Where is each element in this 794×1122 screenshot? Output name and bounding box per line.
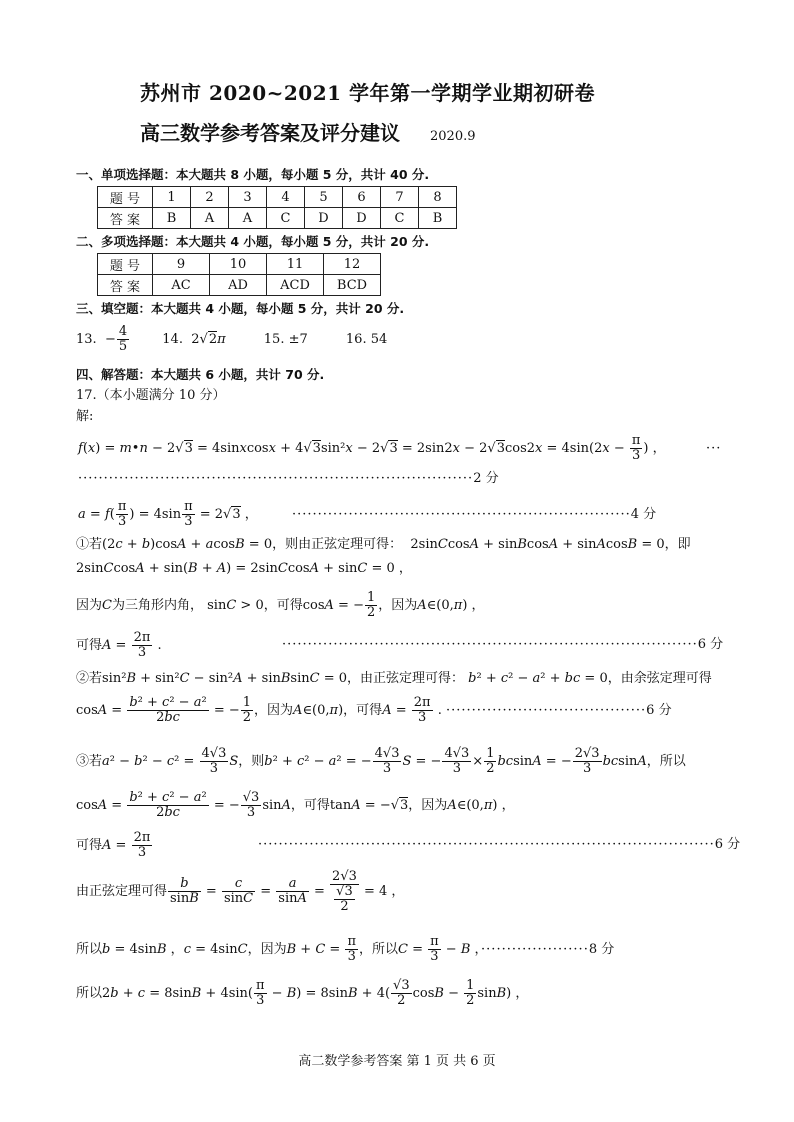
case3-line2: cosA = $\frac{\text{b² + c² − a²}}{2bc}$ = − $\frac{√3}{3}$ sinA，可得tanA = −√3，因为A∈(0,π) ，: [76, 790, 515, 820]
q16-answer: 16. 54: [345, 332, 388, 347]
q17-title: 17.（本小题满分 10 分）: [76, 388, 226, 403]
case1-line1: ①若(2c + b)cosA + acosB = 0，则由正弦定理可得： 2sinCcosA + sinBcosA + sinAcosB = 0，即: [76, 537, 691, 552]
case3-line3: 可得A = $\frac{2\pi}{3}$: [76, 830, 151, 860]
table2-answer: AD: [210, 275, 267, 296]
solve-label: 解:: [76, 409, 94, 424]
section-1-heading: 一、单项选择题：本大题共 8 小题，每小题 5 分，共计 40 分.: [76, 167, 430, 182]
q14-label: 14.: [162, 332, 183, 347]
subtitle-text: 高三数学参考答案及评分建议: [140, 121, 400, 145]
score-line-6a: ·················································································6 分: [282, 637, 724, 652]
fill-answers: 13. − $\frac{4}{5}$ 14. 2√2π 15. ±7 16. 54: [76, 324, 388, 354]
case3-line1: ③若a² − b² − c² = $\frac{4√3}{3}$ S，则b² + c² − a² = − $\frac{4√3}{3}$ S = − $\frac{4√3}{3}$ × $\frac{1}{2}$ bcsinA = − $\frac{2√3}{3}$ bcsinA，所以: [76, 746, 686, 776]
table1-number: 7: [381, 187, 419, 208]
page-footer: 高二数学参考答案 第 1 页 共 6 页: [298, 1054, 496, 1069]
table1-answer: B: [419, 208, 457, 229]
table1-answer-label: 答 案: [98, 208, 153, 229]
table2-answer: ACD: [267, 275, 324, 296]
dots: ···: [706, 441, 722, 456]
table1-number: 1: [153, 187, 191, 208]
table2-number: 11: [267, 254, 324, 275]
table2-number: 12: [324, 254, 381, 275]
table2-header-label: 题 号: [98, 254, 153, 275]
table1-answer: C: [267, 208, 305, 229]
case2-line1: ②若sin²B + sin²C − sin²A + sinBsinC = 0，由正弦定理可得： b² + c² − a² + bc = 0，由余弦定理可得: [76, 671, 712, 686]
sine-rule-line: 由正弦定理可得 $\frac{b}{\sin B}$ = $\frac{c}{\sin C}$ = $\frac{a}{\sin A}$ = $\frac{2√3}{\frac{√3}{2}}$ = 4 ，: [76, 868, 405, 914]
table1-answer: D: [305, 208, 343, 229]
section-4-heading: 四、解答题：本大题共 6 小题，共计 70 分.: [76, 367, 325, 382]
answer-table-1: [97, 186, 457, 229]
table1-number: 2: [191, 187, 229, 208]
answer-table-2: [97, 253, 381, 296]
table1-answer: B: [153, 208, 191, 229]
table2-answer: AC: [153, 275, 210, 296]
table2-answer-label: 答 案: [98, 275, 153, 296]
case1-line3: 因为C为三角形内角， sinC > 0，可得cosA = − $\frac{1}{2}$ ，因为A∈(0,π) ，: [76, 590, 485, 620]
q13-fraction: $\frac{4}{5}$: [118, 324, 128, 354]
score-line-6c: ·························································································6 分: [258, 837, 741, 852]
section-2-heading: 二、多项选择题：本大题共 4 小题，每小题 5 分，共计 20 分.: [76, 234, 430, 249]
table1-number: 6: [343, 187, 381, 208]
q15-answer: 15. ±7: [263, 332, 308, 347]
case1-line4: 可得A = $\frac{2\pi}{3}$ .: [76, 630, 162, 660]
table1-answer: A: [191, 208, 229, 229]
table2-answer: BCD: [324, 275, 381, 296]
q13-label: 13.: [76, 332, 97, 347]
date: 2020.9: [430, 129, 476, 144]
table1-answer: C: [381, 208, 419, 229]
formula-fx: f(x) = m•n − 2√3 = 4sinxcosx + 4√3sin²x − 2√3 = 2sin2x − 2√3cos2x = 4sin(2x − $\frac{\pi}{3}$ ) ，: [78, 433, 666, 463]
table1-number: 8: [419, 187, 457, 208]
case1-line2: 2sinCcosA + sin(B + A) = 2sinCcosA + sinC = 0 ，: [76, 561, 412, 576]
table1-header-label: 题 号: [98, 187, 153, 208]
table1-number: 5: [305, 187, 343, 208]
table2-number: 10: [210, 254, 267, 275]
page-title: 苏州市 2020~2021 学年第一学期学业期初研卷: [140, 81, 596, 105]
table1-number: 4: [267, 187, 305, 208]
score-line-2: ·············································································2 分: [78, 471, 499, 486]
page-subtitle: [140, 121, 476, 146]
table1-answer: D: [343, 208, 381, 229]
case2-line2: cosA = $\frac{\text{b² + c² − a²}}{2bc}$ = − $\frac{1}{2}$ ，因为A∈(0,π)，可得A = $\frac{2\pi}{3}$ .: [76, 695, 442, 725]
formula-a: a = f( $\frac{\pi}{3}$ ) = 4sin $\frac{\pi}{3}$ = 2√3 ，: [78, 499, 258, 529]
score-line-4: ··································································4 分: [292, 507, 657, 522]
score-line-6b: ·······································6 分: [446, 703, 672, 718]
table1-answer: A: [229, 208, 267, 229]
table1-number: 3: [229, 187, 267, 208]
table2-number: 9: [153, 254, 210, 275]
bc-line: 所以b = 4sinB ，c = 4sinC，因为B + C = $\frac{\pi}{3}$ ，所以C = $\frac{\pi}{3}$ − B ，·····················8 分: [76, 934, 615, 964]
final-line: 所以2b + c = 8sinB + 4sin( $\frac{\pi}{3}$ − B) = 8sinB + 4( $\frac{√3}{2}$ cosB − $\frac{1}{2}$ sinB) ，: [76, 978, 529, 1008]
section-3-heading: 三、填空题：本大题共 4 小题，每小题 5 分，共计 20 分.: [76, 301, 405, 316]
